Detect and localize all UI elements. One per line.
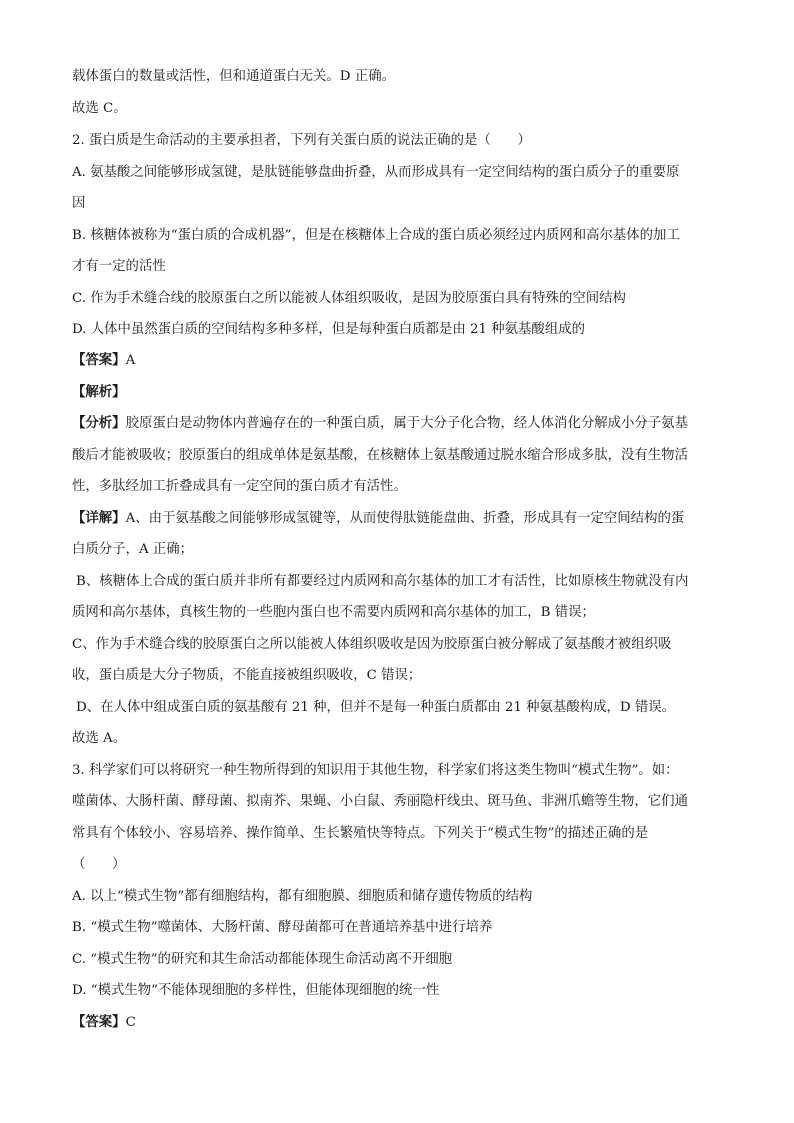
question-2-option-c: C. 作为手术缝合线的胶原蛋白之所以能被人体组织吸收，是因为胶原蛋白具有特殊的空间结构 xyxy=(72,291,626,306)
text-line: B、核糖体上合成的蛋白质并非所有都要经过内质网和高尔基体的加工才有活性，比如原核生物就没有内 xyxy=(76,574,689,589)
text-line: 载体蛋白的数量或活性，但和通道蛋白无关。D 正确。 xyxy=(72,69,395,84)
text-line: 常具有个体较小、容易培养、操作简单、生长繁殖快等特点。下列关于“模式生物”的描述正确的是 xyxy=(72,826,649,841)
text-line: 故选 C。 xyxy=(72,101,127,116)
question-3-option-b: B. “模式生物”噬菌体、大肠杆菌、酵母菌都可在普通培养基中进行培养 xyxy=(72,920,493,935)
text-line: 质网和高尔基体，真核生物的一些胞内蛋白也不需要内质网和高尔基体的加工，B 错误； xyxy=(72,605,595,620)
question-2-option-a: A. 氨基酸之间能够形成氢键，是肽链能够盘曲折叠，从而形成具有一定空间结构的蛋白质分子的重要原 xyxy=(72,165,680,180)
text-line: D、在人体中组成蛋白质的氨基酸有 21 种，但并不是每一种蛋白质都由 21 种氨基酸构成，D 错误。 xyxy=(76,700,676,715)
analysis-sub-tag: 【分析】 xyxy=(72,416,126,431)
answer-line: 【答案】A xyxy=(72,353,136,368)
text-line: 才有一定的活性 xyxy=(72,259,166,274)
question-2-option-b: B. 核糖体被称为“蛋白质的合成机器”，但是在核糖体上合成的蛋白质必须经过内质网和高尔基体的加工 xyxy=(72,228,680,243)
text-line: C、作为手术缝合线的胶原蛋白之所以能被人体组织吸收是因为胶原蛋白被分解成了氨基酸才被组织吸 xyxy=(72,637,672,652)
answer-line: 【答案】C xyxy=(72,1015,136,1030)
text-line: 白质分子，A 正确； xyxy=(72,542,194,557)
analysis-heading xyxy=(72,383,734,403)
answer-tag: 【答案】 xyxy=(72,1015,126,1030)
question-2-stem: 2. 蛋白质是生命活动的主要承担者，下列有关蛋白质的说法正确的是（ ） xyxy=(72,133,531,148)
text-line: 噬菌体、大肠杆菌、酵母菌、拟南芥、果蝇、小白鼠、秀丽隐杆线虫、斑马鱼、非洲爪蟾等生物，它们通 xyxy=(72,794,688,809)
answer-tag: 【答案】 xyxy=(72,353,126,368)
text-line: 收，蛋白质是大分子物质，不能直接被组织吸收，C 错误； xyxy=(72,668,422,683)
analysis-tag: 【解析】 xyxy=(72,385,126,400)
question-3-option-c: C. “模式生物”的研究和其生命活动都能体现生命活动离不开细胞 xyxy=(72,952,453,967)
detail-tag: 【详解】 xyxy=(72,511,126,526)
text-line: （ ） xyxy=(72,857,126,872)
question-3-stem: 3. 科学家们可以将研究一种生物所得到的知识用于其他生物，科学家们将这类生物叫“模式生物”。如： xyxy=(72,763,679,778)
text-line: 因 xyxy=(72,196,86,211)
detail-line: 【详解】A、由于氨基酸之间能够形成氢键等，从而使得肽链能盘曲、折叠，形成具有一定空间结构的蛋 xyxy=(72,511,685,526)
question-3-option-d: D. “模式生物”不能体现细胞的多样性，但能体现细胞的统一性 xyxy=(72,983,440,998)
question-3-option-a: A. 以上“模式生物”都有细胞结构，都有细胞膜、细胞质和储存遗传物质的结构 xyxy=(72,889,533,904)
text-line: 性，多肽经加工折叠成具有一定空间的蛋白质才有活性。 xyxy=(72,479,407,494)
question-2-option-d: D. 人体中虽然蛋白质的空间结构多种多样，但是每种蛋白质都是由 21 种氨基酸组成的 xyxy=(72,322,585,337)
analysis-line: 【分析】胶原蛋白是动物体内普遍存在的一种蛋白质，属于大分子化合物，经人体消化分解成小分子氨基 xyxy=(72,416,688,431)
text-line: 故选 A。 xyxy=(72,731,127,746)
text-line: 酸后才能被吸收；胶原蛋白的组成单体是氨基酸，在核糖体上氨基酸通过脱水缩合形成多肽，没有生物活 xyxy=(72,448,688,463)
